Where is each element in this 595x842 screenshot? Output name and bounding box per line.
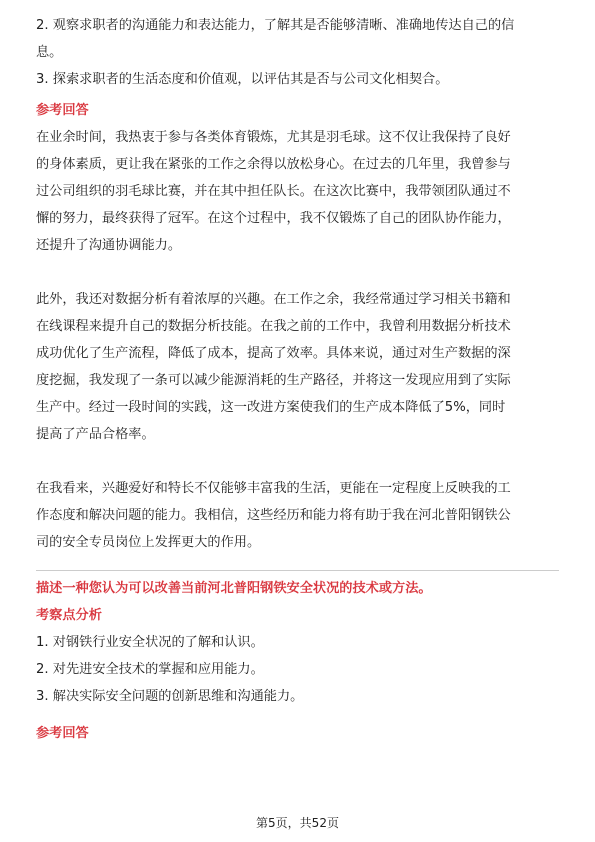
paragraph-line: 的身体素质，更让我在紧张的工作之余得以放松身心。在过去的几年里，我曾参与	[36, 157, 511, 172]
list-item: 2. 对先进安全技术的掌握和应用能力。	[36, 662, 264, 677]
page-number: 第5页，共52页	[256, 816, 339, 830]
paragraph-line: 还提升了沟通协调能力。	[36, 238, 182, 253]
list-item: 2. 观察求职者的沟通能力和表达能力，了解其是否能够清晰、准确地传达自己的信	[36, 18, 515, 33]
paragraph-1	[36, 124, 559, 259]
paragraph-line: 成功优化了生产流程，降低了成本，提高了效率。具体来说，通过对生产数据的深	[36, 346, 511, 361]
paragraph-line: 在业余时间，我热衷于参与各类体育锻炼，尤其是羽毛球。这不仅让我保持了良好	[36, 130, 511, 145]
paragraph-3	[36, 475, 559, 556]
paragraph-line: 在线课程来提升自己的数据分析技能。在我之前的工作中，我曾利用数据分析技术	[36, 319, 511, 334]
top-list	[36, 12, 559, 93]
paragraph-line: 作态度和解决问题的能力。我相信，这些经历和能力将有助于我在河北普阳钢铁公	[36, 508, 511, 523]
list-item: 3. 解决实际安全问题的创新思维和沟通能力。	[36, 689, 304, 704]
spacer	[36, 259, 559, 286]
paragraph-line: 提高了产品合格率。	[36, 427, 155, 442]
paragraph-line: 此外，我还对数据分析有着浓厚的兴趣。在工作之余，我经常通过学习相关书籍和	[36, 292, 511, 307]
question-heading: 描述一种您认为可以改善当前河北普阳钢铁安全状况的技术或方法。	[36, 581, 432, 596]
paragraph-line: 司的安全专员岗位上发挥更大的作用。	[36, 535, 261, 550]
section-divider	[36, 570, 559, 571]
paragraph-line: 度挖掘，我发现了一条可以减少能源消耗的生产路径，并将这一发现应用到了实际	[36, 373, 511, 388]
list-item: 息。	[36, 45, 63, 60]
spacer	[36, 448, 559, 475]
list-item: 3. 探索求职者的生活态度和价值观，以评估其是否与公司文化相契合。	[36, 72, 449, 87]
reference-answer-heading: 参考回答	[36, 726, 89, 741]
list-item: 1. 对钢铁行业安全状况的了解和认识。	[36, 635, 264, 650]
analysis-list	[36, 629, 559, 710]
paragraph-line: 生产中。经过一段时间的实践，这一改进方案使我们的生产成本降低了5%，同时	[36, 400, 506, 415]
paragraph-line: 在我看来，兴趣爱好和特长不仅能够丰富我的生活，更能在一定程度上反映我的工	[36, 481, 511, 496]
reference-answer-heading: 参考回答	[36, 103, 89, 118]
analysis-heading: 考察点分析	[36, 608, 102, 623]
document-page	[36, 12, 559, 747]
paragraph-line: 过公司组织的羽毛球比赛，并在其中担任队长。在这次比赛中，我带领团队通过不	[36, 184, 511, 199]
paragraph-2	[36, 286, 559, 448]
paragraph-line: 懈的努力，最终获得了冠军。在这个过程中，我不仅锻炼了自己的团队协作能力，	[36, 211, 511, 226]
